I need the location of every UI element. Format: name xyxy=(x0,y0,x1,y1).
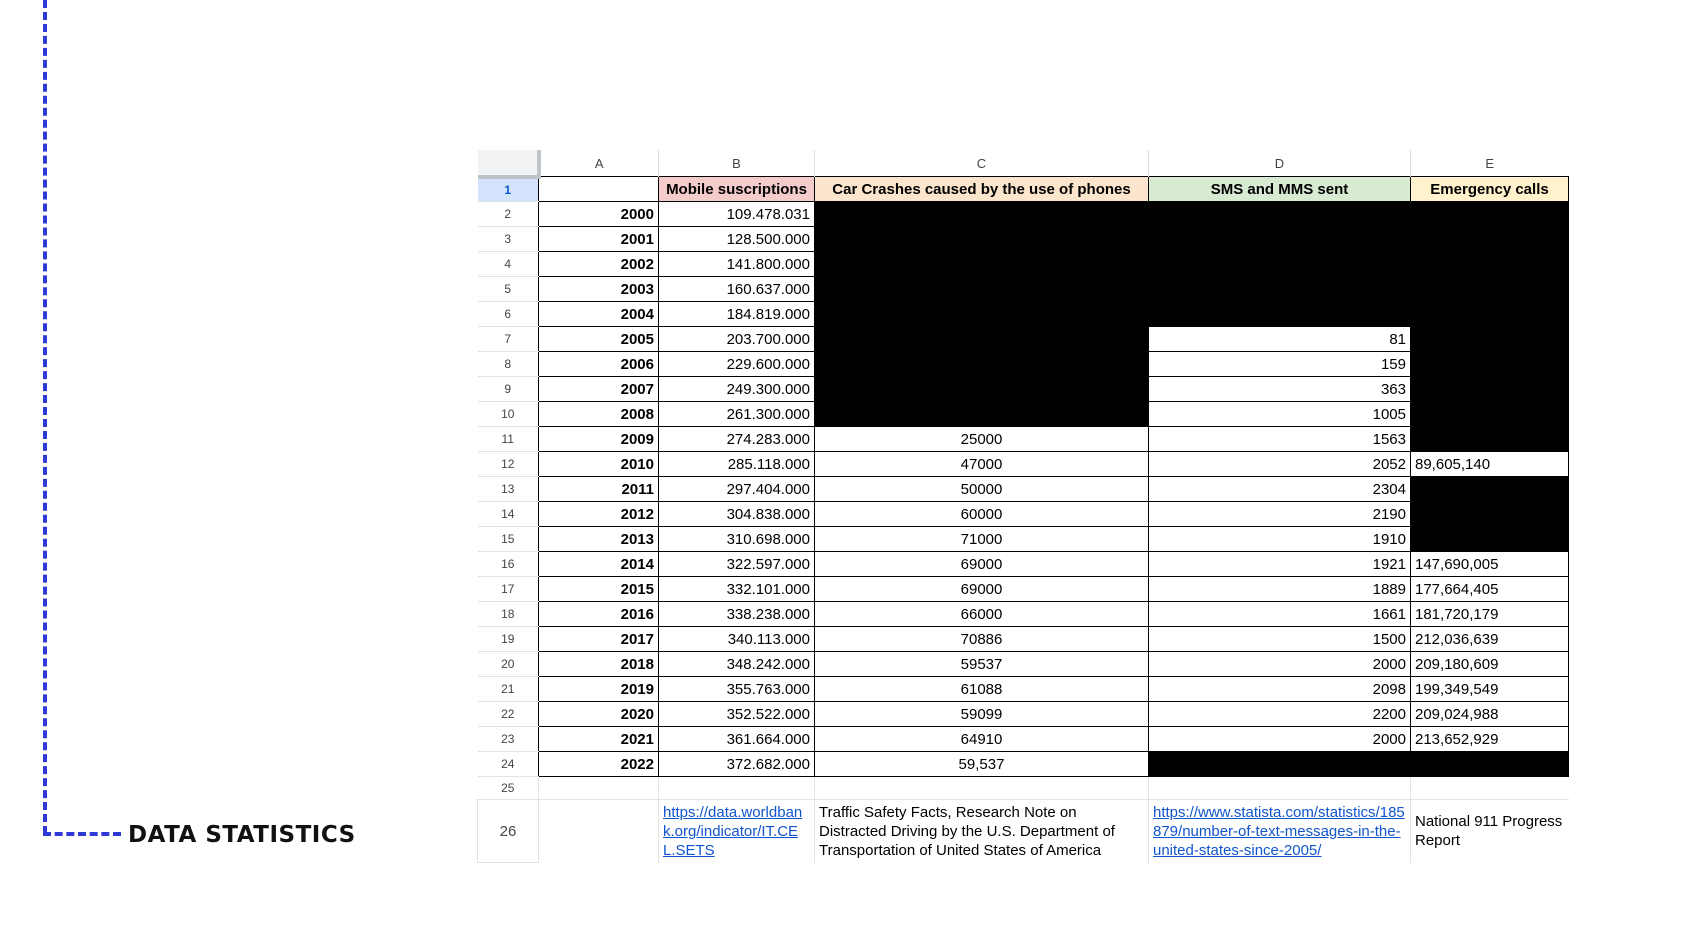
cell-sms-mms[interactable]: 1005 xyxy=(1149,402,1411,427)
row-number[interactable]: 11 xyxy=(478,427,539,452)
header-emergency-calls[interactable]: Emergency calls xyxy=(1411,177,1569,202)
table-row xyxy=(478,352,1569,377)
empty-cell[interactable] xyxy=(1149,777,1411,800)
row-number[interactable]: 12 xyxy=(478,452,539,477)
empty-cell[interactable] xyxy=(539,800,659,863)
table-row xyxy=(478,527,1569,552)
table-row xyxy=(478,777,1569,800)
cell-year[interactable]: 2015 xyxy=(539,577,659,602)
table-row xyxy=(478,327,1569,352)
redacted-cell[interactable] xyxy=(1411,302,1569,327)
table-row xyxy=(478,602,1569,627)
source-text-nhtsa[interactable]: Traffic Safety Facts, Research Note on Distracted Driving by the U.S. Department of Transportation of United States of America xyxy=(815,800,1149,863)
row-number[interactable]: 18 xyxy=(478,602,539,627)
row-number[interactable]: 16 xyxy=(478,552,539,577)
redacted-cell[interactable] xyxy=(815,202,1149,227)
table-row xyxy=(478,202,1569,227)
empty-cell[interactable] xyxy=(539,777,659,800)
cell-car-crashes[interactable]: 47000 xyxy=(815,452,1149,477)
table-row xyxy=(478,577,1569,602)
cell-emergency-calls[interactable]: 199,349,549 xyxy=(1411,677,1569,702)
redacted-cell[interactable] xyxy=(1411,427,1569,452)
cell-sms-mms[interactable]: 1889 xyxy=(1149,577,1411,602)
cell-sms-mms[interactable]: 2000 xyxy=(1149,727,1411,752)
cell-mobile-subscriptions[interactable]: 109.478.031 xyxy=(659,202,815,227)
redacted-cell[interactable] xyxy=(1411,477,1569,502)
row-number[interactable]: 14 xyxy=(478,502,539,527)
cell-mobile-subscriptions[interactable]: 348.242.000 xyxy=(659,652,815,677)
cell-mobile-subscriptions[interactable]: 304.838.000 xyxy=(659,502,815,527)
cell-emergency-calls[interactable]: 209,180,609 xyxy=(1411,652,1569,677)
redacted-cell[interactable] xyxy=(1411,277,1569,302)
cell-mobile-subscriptions[interactable]: 355.763.000 xyxy=(659,677,815,702)
cell-year[interactable]: 2019 xyxy=(539,677,659,702)
redacted-cell[interactable] xyxy=(815,302,1149,327)
cell-car-crashes[interactable]: 61088 xyxy=(815,677,1149,702)
row-number[interactable]: 15 xyxy=(478,527,539,552)
redacted-cell[interactable] xyxy=(1149,252,1411,277)
table-row xyxy=(478,477,1569,502)
table-row xyxy=(478,277,1569,302)
cell-car-crashes[interactable]: 66000 xyxy=(815,602,1149,627)
cell-year[interactable]: 2021 xyxy=(539,727,659,752)
cell-mobile-subscriptions[interactable]: 352.522.000 xyxy=(659,702,815,727)
cell-year[interactable]: 2007 xyxy=(539,377,659,402)
cell-mobile-subscriptions[interactable]: 229.600.000 xyxy=(659,352,815,377)
source-text-911[interactable]: National 911 Progress Report xyxy=(1411,800,1569,863)
cell-mobile-subscriptions[interactable]: 128.500.000 xyxy=(659,227,815,252)
cell-sms-mms[interactable]: 1921 xyxy=(1149,552,1411,577)
redacted-cell[interactable] xyxy=(1411,502,1569,527)
cell-year[interactable]: 2005 xyxy=(539,327,659,352)
cell-mobile-subscriptions[interactable]: 310.698.000 xyxy=(659,527,815,552)
redacted-cell[interactable] xyxy=(815,352,1149,377)
cell-year[interactable]: 2002 xyxy=(539,252,659,277)
cell-year[interactable]: 2000 xyxy=(539,202,659,227)
redacted-cell[interactable] xyxy=(815,402,1149,427)
cell-mobile-subscriptions[interactable]: 338.238.000 xyxy=(659,602,815,627)
row-number[interactable]: 3 xyxy=(478,227,539,252)
row-number[interactable]: 26 xyxy=(478,800,539,863)
cell-year[interactable]: 2013 xyxy=(539,527,659,552)
source-link-statista[interactable]: https://www.statista.com/statistics/185879/number-of-text-messages-in-the-united-states-since-2005/ xyxy=(1153,803,1405,859)
header-car-crashes[interactable]: Car Crashes caused by the use of phones xyxy=(815,177,1149,202)
cell-sms-mms[interactable]: 1563 xyxy=(1149,427,1411,452)
source-cell-d[interactable] xyxy=(1149,800,1411,863)
redacted-cell[interactable] xyxy=(1411,252,1569,277)
row-number[interactable]: 2 xyxy=(478,202,539,227)
cell-year[interactable]: 2009 xyxy=(539,427,659,452)
column-header-c[interactable]: C xyxy=(815,150,1149,177)
row-number[interactable]: 19 xyxy=(478,627,539,652)
table-row xyxy=(478,552,1569,577)
cell-year[interactable]: 2017 xyxy=(539,627,659,652)
redacted-cell[interactable] xyxy=(1149,277,1411,302)
table-row xyxy=(478,402,1569,427)
table-row xyxy=(478,677,1569,702)
cell-year[interactable]: 2004 xyxy=(539,302,659,327)
cell-sms-mms[interactable]: 1661 xyxy=(1149,602,1411,627)
header-sms-mms[interactable]: SMS and MMS sent xyxy=(1149,177,1411,202)
redacted-cell[interactable] xyxy=(815,327,1149,352)
cell-car-crashes[interactable]: 64910 xyxy=(815,727,1149,752)
cell-mobile-subscriptions[interactable]: 249.300.000 xyxy=(659,377,815,402)
table-row xyxy=(478,427,1569,452)
cell-mobile-subscriptions[interactable]: 141.800.000 xyxy=(659,252,815,277)
cell-sms-mms[interactable]: 2304 xyxy=(1149,477,1411,502)
cell-year[interactable]: 2016 xyxy=(539,602,659,627)
cell-mobile-subscriptions[interactable]: 372.682.000 xyxy=(659,752,815,777)
cell-sms-mms[interactable]: 159 xyxy=(1149,352,1411,377)
sources-row xyxy=(478,800,1569,863)
table-row xyxy=(478,652,1569,677)
header-row xyxy=(478,177,1569,202)
cell-emergency-calls[interactable]: 213,652,929 xyxy=(1411,727,1569,752)
cell-car-crashes[interactable]: 59,537 xyxy=(815,752,1149,777)
cell-car-crashes[interactable]: 69000 xyxy=(815,577,1149,602)
redacted-cell[interactable] xyxy=(1149,202,1411,227)
table-row xyxy=(478,227,1569,252)
cell-mobile-subscriptions[interactable]: 274.283.000 xyxy=(659,427,815,452)
empty-cell[interactable] xyxy=(659,777,815,800)
column-header-a[interactable]: A xyxy=(539,150,659,177)
cell-year[interactable]: 2020 xyxy=(539,702,659,727)
redacted-cell[interactable] xyxy=(815,252,1149,277)
cell-year[interactable]: 2011 xyxy=(539,477,659,502)
redacted-cell[interactable] xyxy=(1411,202,1569,227)
cell-year[interactable]: 2001 xyxy=(539,227,659,252)
cell-emergency-calls[interactable]: 209,024,988 xyxy=(1411,702,1569,727)
cell-mobile-subscriptions[interactable]: 184.819.000 xyxy=(659,302,815,327)
cell-emergency-calls[interactable]: 181,720,179 xyxy=(1411,602,1569,627)
select-all-corner[interactable] xyxy=(478,150,539,177)
redacted-cell[interactable] xyxy=(1149,302,1411,327)
table-row xyxy=(478,302,1569,327)
cell-sms-mms[interactable]: 2052 xyxy=(1149,452,1411,477)
table-row xyxy=(478,627,1569,652)
cell-sms-mms[interactable]: 2190 xyxy=(1149,502,1411,527)
source-cell-b[interactable] xyxy=(659,800,815,863)
cell-sms-mms[interactable]: 1500 xyxy=(1149,627,1411,652)
cell-a1[interactable] xyxy=(539,177,659,202)
spreadsheet-grid xyxy=(477,150,1569,863)
table-row xyxy=(478,452,1569,477)
redacted-cell[interactable] xyxy=(1149,227,1411,252)
cell-year[interactable]: 2012 xyxy=(539,502,659,527)
cell-year[interactable]: 2008 xyxy=(539,402,659,427)
cell-car-crashes[interactable]: 59537 xyxy=(815,652,1149,677)
row-number[interactable]: 6 xyxy=(478,302,539,327)
cell-sms-mms[interactable]: 2098 xyxy=(1149,677,1411,702)
redacted-cell[interactable] xyxy=(1149,752,1411,777)
row-number[interactable]: 24 xyxy=(478,752,539,777)
cell-mobile-subscriptions[interactable]: 332.101.000 xyxy=(659,577,815,602)
cell-mobile-subscriptions[interactable]: 340.113.000 xyxy=(659,627,815,652)
row-number[interactable]: 10 xyxy=(478,402,539,427)
cell-mobile-subscriptions[interactable]: 322.597.000 xyxy=(659,552,815,577)
redacted-cell[interactable] xyxy=(815,227,1149,252)
redacted-cell[interactable] xyxy=(1411,527,1569,552)
section-label: DATA STATISTICS xyxy=(128,822,356,848)
row-number[interactable]: 9 xyxy=(478,377,539,402)
cell-car-crashes[interactable]: 50000 xyxy=(815,477,1149,502)
cell-sms-mms[interactable]: 2000 xyxy=(1149,652,1411,677)
cell-mobile-subscriptions[interactable]: 203.700.000 xyxy=(659,327,815,352)
cell-mobile-subscriptions[interactable]: 261.300.000 xyxy=(659,402,815,427)
cell-mobile-subscriptions[interactable]: 297.404.000 xyxy=(659,477,815,502)
table-row xyxy=(478,727,1569,752)
row-number[interactable]: 8 xyxy=(478,352,539,377)
row-number[interactable]: 22 xyxy=(478,702,539,727)
header-mobile-subscriptions[interactable]: Mobile suscriptions xyxy=(659,177,815,202)
cell-mobile-subscriptions[interactable]: 160.637.000 xyxy=(659,277,815,302)
redacted-cell[interactable] xyxy=(1411,402,1569,427)
dashed-guide-vertical xyxy=(43,0,47,834)
empty-cell[interactable] xyxy=(815,777,1149,800)
table-row xyxy=(478,252,1569,277)
cell-sms-mms[interactable]: 1910 xyxy=(1149,527,1411,552)
cell-car-crashes[interactable]: 25000 xyxy=(815,427,1149,452)
redacted-cell[interactable] xyxy=(1411,227,1569,252)
redacted-cell[interactable] xyxy=(1411,377,1569,402)
cell-year[interactable]: 2006 xyxy=(539,352,659,377)
redacted-cell[interactable] xyxy=(1411,327,1569,352)
cell-sms-mms[interactable]: 2200 xyxy=(1149,702,1411,727)
cell-mobile-subscriptions[interactable]: 285.118.000 xyxy=(659,452,815,477)
row-number[interactable]: 20 xyxy=(478,652,539,677)
cell-car-crashes[interactable]: 71000 xyxy=(815,527,1149,552)
source-link-worldbank[interactable]: https://data.worldbank.org/indicator/IT.CEL.SETS xyxy=(663,803,803,859)
row-number[interactable]: 13 xyxy=(478,477,539,502)
cell-sms-mms[interactable]: 363 xyxy=(1149,377,1411,402)
table-row xyxy=(478,752,1569,777)
cell-car-crashes[interactable]: 69000 xyxy=(815,552,1149,577)
column-header-b[interactable]: B xyxy=(659,150,815,177)
row-number[interactable]: 21 xyxy=(478,677,539,702)
cell-sms-mms[interactable]: 81 xyxy=(1149,327,1411,352)
table-row xyxy=(478,702,1569,727)
cell-emergency-calls[interactable]: 177,664,405 xyxy=(1411,577,1569,602)
cell-year[interactable]: 2014 xyxy=(539,552,659,577)
cell-emergency-calls[interactable]: 89,605,140 xyxy=(1411,452,1569,477)
cell-year[interactable]: 2022 xyxy=(539,752,659,777)
cell-year[interactable]: 2018 xyxy=(539,652,659,677)
cell-emergency-calls[interactable]: 147,690,005 xyxy=(1411,552,1569,577)
redacted-cell[interactable] xyxy=(1411,752,1569,777)
row-number[interactable]: 1 xyxy=(478,177,539,202)
cell-year[interactable]: 2010 xyxy=(539,452,659,477)
cell-year[interactable]: 2003 xyxy=(539,277,659,302)
redacted-cell[interactable] xyxy=(1411,352,1569,377)
cell-mobile-subscriptions[interactable]: 361.664.000 xyxy=(659,727,815,752)
empty-cell[interactable] xyxy=(1411,777,1569,800)
redacted-cell[interactable] xyxy=(815,277,1149,302)
row-number[interactable]: 4 xyxy=(478,252,539,277)
cell-car-crashes[interactable]: 60000 xyxy=(815,502,1149,527)
column-header-e[interactable]: E xyxy=(1411,150,1569,177)
cell-car-crashes[interactable]: 70886 xyxy=(815,627,1149,652)
column-header-d[interactable]: D xyxy=(1149,150,1411,177)
row-number[interactable]: 25 xyxy=(478,777,539,800)
cell-car-crashes[interactable]: 59099 xyxy=(815,702,1149,727)
table-row xyxy=(478,377,1569,402)
row-number[interactable]: 23 xyxy=(478,727,539,752)
redacted-cell[interactable] xyxy=(815,377,1149,402)
dashed-guide-horizontal xyxy=(43,832,121,836)
table-row xyxy=(478,502,1569,527)
row-number[interactable]: 7 xyxy=(478,327,539,352)
cell-emergency-calls[interactable]: 212,036,639 xyxy=(1411,627,1569,652)
row-number[interactable]: 17 xyxy=(478,577,539,602)
row-number[interactable]: 5 xyxy=(478,277,539,302)
